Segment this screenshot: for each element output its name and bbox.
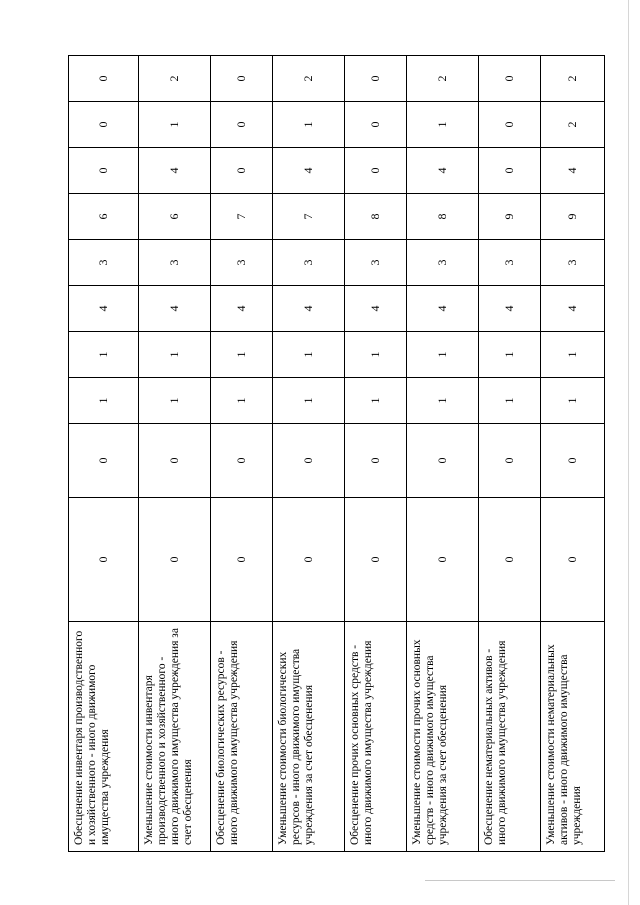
code-digit-cell: 0 [541, 498, 605, 622]
code-digit-cell: 1 [345, 378, 407, 424]
row-name-cell: Обесценение прочих основных средств - иного движимого имущества учреждения [345, 622, 407, 852]
code-digit-cell: 3 [345, 240, 407, 286]
row-name-cell: Обесценение биологических ресурсов - иного движимого имущества учреждения [211, 622, 273, 852]
code-digit-cell: 1 [273, 102, 345, 148]
row-name-cell: Уменьшение стоимости прочих основных средств - иного движимого имущества учреждения за счет обесценения [407, 622, 479, 852]
scan-edge-line [628, 0, 629, 905]
code-digit-cell: 6 [139, 194, 211, 240]
code-digit-cell: 0 [273, 498, 345, 622]
table-row [273, 56, 345, 852]
code-digit-cell: 3 [69, 240, 139, 286]
code-digit-cell: 1 [273, 332, 345, 378]
table-body [69, 56, 605, 852]
code-digit-cell: 0 [479, 498, 541, 622]
code-digit-cell: 0 [345, 498, 407, 622]
table-row [139, 56, 211, 852]
code-digit-cell: 1 [479, 378, 541, 424]
code-digit-cell: 1 [69, 378, 139, 424]
code-digit-cell: 1 [139, 102, 211, 148]
code-digit-cell: 0 [273, 424, 345, 498]
code-digit-cell: 0 [211, 102, 273, 148]
code-digit-cell: 4 [541, 286, 605, 332]
code-digit-cell: 0 [69, 498, 139, 622]
code-digit-cell: 0 [69, 424, 139, 498]
table-row [69, 56, 139, 852]
code-digit-cell: 0 [69, 56, 139, 102]
code-digit-cell: 3 [479, 240, 541, 286]
row-name-cell: Уменьшение стоимости инвентаря производственного и хозяйственного - иного движимого имущества учреждения за счет обесценения [139, 622, 211, 852]
code-digit-cell: 0 [211, 424, 273, 498]
code-digit-cell: 1 [407, 102, 479, 148]
code-digit-cell: 1 [211, 332, 273, 378]
code-digit-cell: 4 [407, 148, 479, 194]
table-row [345, 56, 407, 852]
code-digit-cell: 9 [479, 194, 541, 240]
code-digit-cell: 0 [345, 424, 407, 498]
code-digit-cell: 0 [345, 56, 407, 102]
code-digit-cell: 0 [479, 424, 541, 498]
code-digit-cell: 1 [211, 378, 273, 424]
code-digit-cell: 2 [407, 56, 479, 102]
code-digit-cell: 1 [273, 378, 345, 424]
code-digit-cell: 7 [273, 194, 345, 240]
code-digit-cell: 0 [345, 148, 407, 194]
code-digit-cell: 0 [407, 424, 479, 498]
code-digit-cell: 4 [139, 148, 211, 194]
code-digit-cell: 1 [139, 378, 211, 424]
row-name-cell: Уменьшение стоимости биологических ресурсов - иного движимого имущества учреждения за счет обесценения [273, 622, 345, 852]
code-digit-cell: 4 [541, 148, 605, 194]
code-digit-cell: 0 [211, 148, 273, 194]
row-name-cell: Обесценение нематериальных активов - иного движимого имущества учреждения [479, 622, 541, 852]
code-digit-cell: 7 [211, 194, 273, 240]
code-digit-cell: 4 [273, 148, 345, 194]
code-digit-cell: 4 [211, 286, 273, 332]
code-digit-cell: 0 [139, 498, 211, 622]
code-digit-cell: 1 [69, 332, 139, 378]
code-digit-cell: 0 [479, 56, 541, 102]
code-digit-cell: 4 [479, 286, 541, 332]
code-digit-cell: 1 [407, 378, 479, 424]
code-digit-cell: 2 [139, 56, 211, 102]
account-table [68, 55, 605, 852]
code-digit-cell: 1 [541, 332, 605, 378]
code-digit-cell: 0 [139, 424, 211, 498]
code-digit-cell: 0 [407, 498, 479, 622]
code-digit-cell: 0 [479, 102, 541, 148]
code-digit-cell: 2 [541, 56, 605, 102]
code-digit-cell: 3 [139, 240, 211, 286]
scan-artifact-line [425, 880, 615, 881]
code-digit-cell: 3 [273, 240, 345, 286]
code-digit-cell: 0 [211, 56, 273, 102]
code-digit-cell: 3 [211, 240, 273, 286]
code-digit-cell: 0 [69, 148, 139, 194]
code-digit-cell: 3 [541, 240, 605, 286]
code-digit-cell: 6 [69, 194, 139, 240]
code-digit-cell: 8 [407, 194, 479, 240]
code-digit-cell: 1 [407, 332, 479, 378]
row-name-cell: Обесценение инвентаря производственного и хозяйственного - иного движимого имущества учреждения [69, 622, 139, 852]
code-digit-cell: 4 [345, 286, 407, 332]
code-digit-cell: 4 [139, 286, 211, 332]
rotated-table-container [68, 56, 604, 852]
table-row [479, 56, 541, 852]
code-digit-cell: 0 [69, 102, 139, 148]
table-row [541, 56, 605, 852]
code-digit-cell: 3 [407, 240, 479, 286]
code-digit-cell: 1 [345, 332, 407, 378]
code-digit-cell: 1 [139, 332, 211, 378]
code-digit-cell: 0 [345, 102, 407, 148]
code-digit-cell: 4 [407, 286, 479, 332]
code-digit-cell: 0 [541, 424, 605, 498]
row-name-cell: Уменьшение стоимости нематериальных активов - иного движимого имущества учреждения [541, 622, 605, 852]
code-digit-cell: 1 [479, 332, 541, 378]
code-digit-cell: 9 [541, 194, 605, 240]
code-digit-cell: 4 [69, 286, 139, 332]
code-digit-cell: 2 [541, 102, 605, 148]
code-digit-cell: 2 [273, 56, 345, 102]
table-row [407, 56, 479, 852]
code-digit-cell: 1 [541, 378, 605, 424]
code-digit-cell: 8 [345, 194, 407, 240]
code-digit-cell: 4 [273, 286, 345, 332]
code-digit-cell: 0 [211, 498, 273, 622]
table-row [211, 56, 273, 852]
code-digit-cell: 0 [479, 148, 541, 194]
